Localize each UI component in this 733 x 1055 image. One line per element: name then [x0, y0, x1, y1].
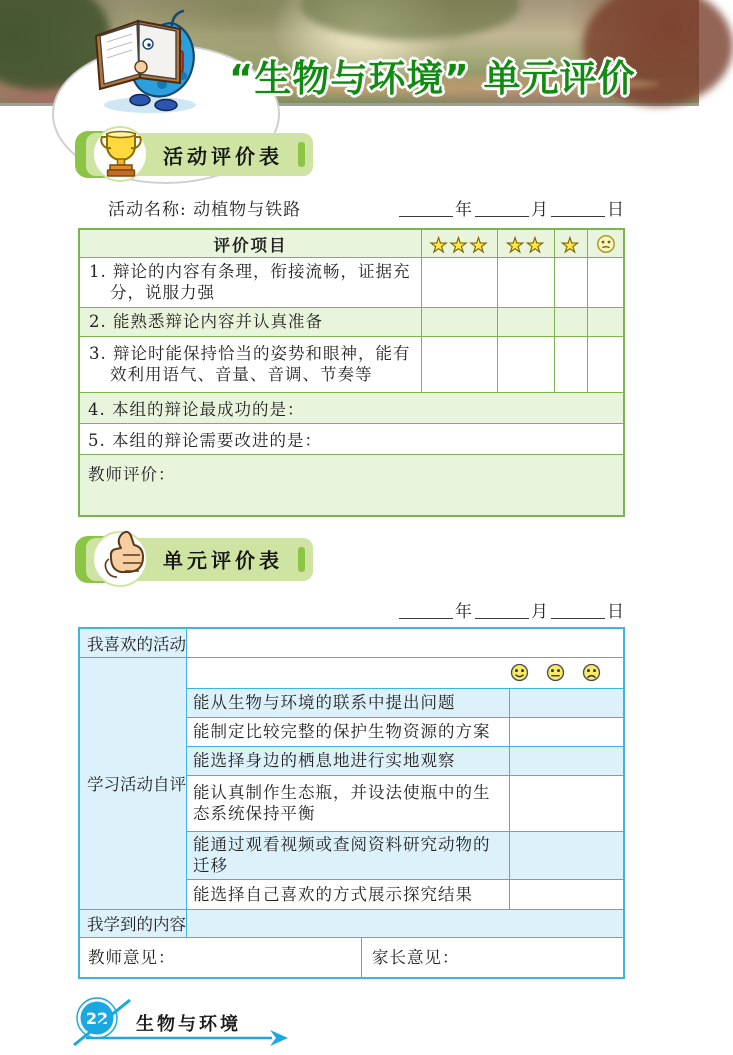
self-eval-item-row [187, 689, 623, 718]
self-eval-item-row [187, 718, 623, 747]
opinions-row [80, 937, 623, 977]
footer-arrow-head [270, 1030, 288, 1046]
favorite-activity-label: 我喜欢的活动 [80, 629, 187, 657]
page-number: 22 [85, 1008, 109, 1028]
teacher-opinion-label: 教师意见： [80, 938, 362, 977]
month-blank [475, 213, 529, 217]
self-eval-item-row [187, 880, 623, 909]
criteria-text: 3. 辩论时能保持恰当的姿势和眼神，能有效利用语气、音量、音调、节奏等 [80, 337, 422, 392]
criteria-row [80, 337, 623, 393]
emoji-header-row [187, 658, 623, 689]
trophy-icon [97, 128, 145, 178]
rating-cell [498, 337, 555, 392]
year-label: 年 [455, 200, 473, 220]
rating-cell [588, 308, 623, 336]
header-photo [0, 0, 699, 106]
self-eval-score-cell [509, 880, 623, 909]
rating-cell [588, 337, 623, 392]
self-eval-item-row [187, 776, 623, 832]
self-eval-score-cell [509, 776, 623, 831]
three-stars-icon: ★★★ [429, 232, 490, 257]
activity-evaluation-table [78, 228, 625, 517]
badge-end-bar [298, 142, 305, 167]
learned-content-answer-cell [187, 910, 623, 937]
sad-face-icon [582, 663, 601, 682]
footer-graphic [66, 993, 306, 1051]
tree-canopy-decoration [300, 0, 520, 40]
thumbs-up-icon [97, 533, 145, 583]
activity-meta-line [78, 195, 625, 220]
day-label: 日 [607, 200, 625, 220]
favorite-activity-answer-cell [187, 629, 623, 657]
happy-face-icon [510, 663, 529, 682]
unit-badge-label: 单元评价表 [163, 548, 283, 573]
two-stars-header-cell [498, 230, 555, 257]
table-header-row [80, 230, 623, 258]
self-eval-item-text: 能从生物与环境的联系中提出问题 [193, 693, 456, 713]
uneasy-face-header-cell [588, 230, 623, 257]
mascot-reading-book-icon [80, 4, 228, 116]
summary-text: 4. 本组的辩论最成功的是： [88, 399, 305, 419]
day-blank [551, 615, 605, 619]
self-eval-score-cell [509, 718, 623, 746]
criteria-text: 1. 辩论的内容有条理，衔接流畅，证据充分，说服力强 [80, 258, 422, 307]
badge-end-bar [298, 547, 305, 572]
month-blank [475, 615, 529, 619]
learned-content-label: 我学到的内容 [80, 910, 187, 937]
self-eval-item-row [187, 832, 623, 880]
self-eval-score-cell [509, 832, 623, 879]
self-eval-score-cell [509, 747, 623, 775]
date-line [397, 597, 625, 622]
three-stars-header-cell [422, 230, 498, 257]
self-eval-item-text: 能选择身边的栖息地进行实地观察 [193, 751, 456, 771]
page-footer [66, 993, 699, 1055]
rating-cell [498, 308, 555, 336]
unit-section-badge [75, 536, 313, 583]
year-blank [399, 615, 453, 619]
criteria-header-cell: 评价项目 [80, 230, 422, 257]
unit-evaluation-table [78, 627, 625, 979]
summary-row [80, 424, 623, 455]
year-blank [399, 213, 453, 217]
page-title: “生物与环境” 单元评价 [229, 57, 636, 100]
self-eval-item-text: 能选择自己喜欢的方式展示探究结果 [193, 884, 473, 904]
neutral-face-icon [546, 663, 565, 682]
date-line [397, 195, 625, 220]
criteria-row [80, 308, 623, 337]
summary-text: 5. 本组的辩论需要改进的是： [88, 430, 322, 450]
parent-opinion-label: 家长意见： [372, 947, 460, 967]
unit-meta-line [78, 597, 625, 622]
self-eval-item-text: 能认真制作生态瓶，并设法使瓶中的生态系统保持平衡 [193, 782, 491, 824]
self-eval-item-text: 能制定比较完整的保护生物资源的方案 [193, 722, 491, 742]
month-label: 月 [531, 601, 549, 622]
self-eval-score-cell [509, 689, 623, 717]
one-star-header-cell [555, 230, 588, 257]
activity-section-badge [75, 131, 313, 178]
teacher-evaluation-label: 教师评价： [88, 464, 176, 484]
month-label: 月 [531, 200, 549, 220]
self-evaluation-section [80, 657, 623, 909]
criteria-text: 2. 能熟悉辩论内容并认真准备 [80, 308, 422, 336]
self-evaluation-label: 学习活动自评 [80, 658, 187, 909]
self-eval-item-row [187, 747, 623, 776]
learned-content-row [80, 909, 623, 937]
uneasy-face-icon [596, 234, 616, 254]
favorite-activity-row [80, 629, 623, 657]
rating-cell [498, 258, 555, 307]
teacher-evaluation-row [80, 455, 623, 515]
rating-cell [555, 258, 588, 307]
activity-name-label: 活动名称: 动植物与铁路 [108, 200, 302, 220]
rating-cell [422, 258, 498, 307]
year-label: 年 [455, 601, 473, 622]
rating-cell [422, 337, 498, 392]
summary-row [80, 393, 623, 424]
day-blank [551, 213, 605, 217]
two-stars-icon: ★★ [506, 232, 546, 257]
self-eval-item-text: 能通过观看视频或查阅资料研究动物的迁移 [193, 834, 491, 876]
rating-cell [588, 258, 623, 307]
day-label: 日 [607, 601, 625, 622]
one-star-icon: ★ [561, 232, 581, 257]
criteria-row [80, 258, 623, 308]
activity-badge-label: 活动评价表 [163, 144, 283, 168]
rating-cell [555, 337, 588, 392]
rating-cell [555, 308, 588, 336]
rating-cell [422, 308, 498, 336]
chapter-title: 生物与环境 [136, 1013, 241, 1035]
